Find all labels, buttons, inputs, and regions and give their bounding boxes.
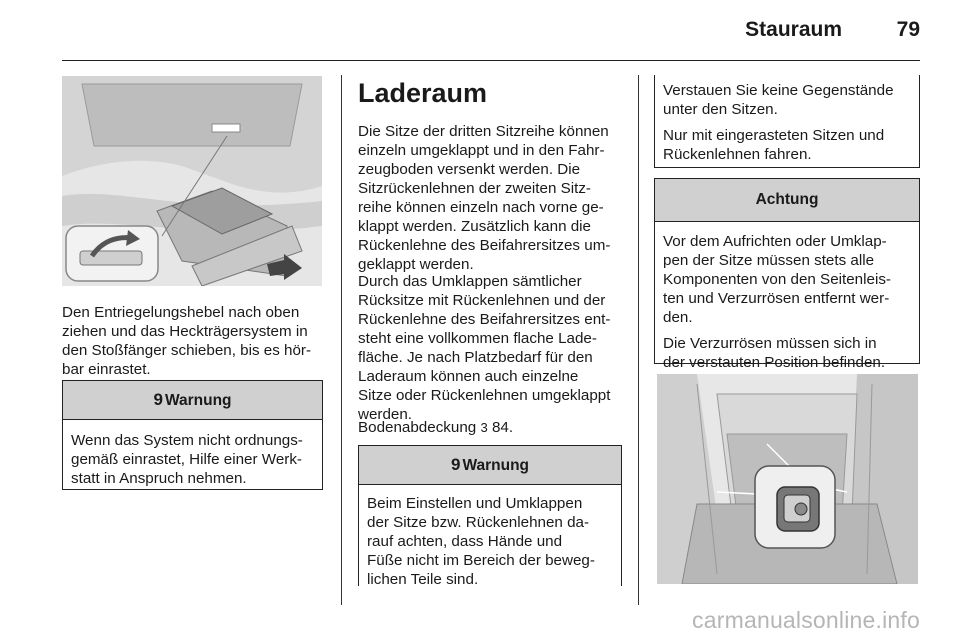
- text-line: fläche. Je nach Platzbedarf für den: [358, 349, 593, 366]
- text-line: Beim Einstellen und Umklappen: [367, 495, 583, 512]
- column-divider-right: [638, 75, 639, 605]
- text-line: Sitzrückenlehnen der zweiten Sitz-: [358, 180, 591, 197]
- warning-triangle-icon: 9: [153, 390, 163, 409]
- text-line: Rückenlehne des Beifahrersitzes ent-: [358, 311, 611, 328]
- body-paragraph-1: [358, 122, 628, 274]
- text-line: Durch das Umklappen sämtlicher: [358, 273, 582, 290]
- warning-box-middle: [358, 445, 622, 586]
- body-paragraph-2: [358, 272, 628, 424]
- text-line: Sitze oder Rückenlehnen umgeklappt: [358, 387, 611, 404]
- text-line: werden.: [358, 406, 413, 423]
- text-line: der Sitze bzw. Rückenlehnen da-: [367, 514, 590, 531]
- cross-reference[interactable]: [358, 418, 628, 437]
- text-line: den.: [663, 309, 693, 326]
- trunk-carrier-system-illustration: [62, 76, 322, 286]
- caution-box: [654, 178, 920, 371]
- text-line: Rücksitze mit Rückenlehnen und der: [358, 292, 606, 309]
- watermark: carmanualsonline.info: [692, 607, 920, 633]
- page-number: 79: [896, 18, 920, 41]
- text-line: Die Verzurrösen müssen sich in: [663, 335, 877, 352]
- text-line: Den Entriegelungshebel nach oben: [62, 304, 300, 321]
- reference-arrow-icon: 3: [480, 420, 488, 435]
- caution-header: Achtung: [655, 179, 919, 222]
- text-line: der verstauten Position befinden.: [663, 354, 886, 371]
- text-line: Nur mit eingerasteten Sitzen und: [663, 127, 885, 144]
- text-line: ten und Verzurrösen entfernt wer-: [663, 290, 890, 307]
- caution-body: [655, 222, 919, 372]
- text-line: rauf achten, dass Hände und: [367, 533, 563, 550]
- text-line: geklappt werden.: [358, 256, 474, 273]
- left-caption: [62, 303, 327, 379]
- text-line: Füße nicht im Bereich der beweg-: [367, 552, 595, 569]
- page-header-title: Stauraum: [745, 18, 842, 41]
- warning-header: [359, 446, 621, 485]
- trunk-carrier-figure: [62, 76, 322, 286]
- text-line: den Stoßfänger schieben, bis es hör-: [62, 342, 312, 359]
- warning-body: [655, 75, 919, 164]
- text-line: Laderaum können auch einzelne: [358, 368, 579, 385]
- cargo-tie-down-eye-illustration: [657, 374, 918, 584]
- text-line: einzeln umgeklappt und in den Fahr-: [358, 142, 605, 159]
- header-divider: [62, 60, 920, 61]
- text-line: unter den Sitzen.: [663, 101, 778, 118]
- text-line: Rückenlehnen fahren.: [663, 146, 812, 163]
- text-line: Die Sitze der dritten Sitzreihe können: [358, 123, 609, 140]
- section-title: Laderaum: [358, 78, 488, 108]
- text-line: gemäß einrastet, Hilfe einer Werk-: [71, 451, 302, 468]
- reference-page: 84.: [491, 419, 514, 436]
- warning-header: [63, 381, 322, 420]
- text-line: zeugboden versenkt werden. Die: [358, 161, 581, 178]
- warning-box-left: [62, 380, 323, 490]
- text-line: Vor dem Aufrichten oder Umklap-: [663, 233, 887, 250]
- text-line: ziehen und das Heckträgersystem in: [62, 323, 308, 340]
- warning-title: Warnung: [164, 392, 232, 409]
- text-line: Wenn das System nicht ordnungs-: [71, 432, 303, 449]
- tie-down-eye-figure: [657, 374, 918, 584]
- warning-title: Warnung: [462, 457, 530, 474]
- text-line: klappt werden. Zusätzlich kann die: [358, 218, 592, 235]
- text-line: steht eine vollkommen flache Lade-: [358, 330, 597, 347]
- text-line: Rückenlehne des Beifahrersitzes um-: [358, 237, 611, 254]
- text-line: bar einrastet.: [62, 361, 151, 378]
- column-divider-left: [341, 75, 342, 605]
- warning-body: [359, 485, 621, 589]
- warning-body: [63, 420, 322, 488]
- text-line: Verstauen Sie keine Gegenstände: [663, 82, 894, 99]
- text-line: pen der Sitze müssen stets alle: [663, 252, 875, 269]
- warning-triangle-icon: 9: [450, 455, 461, 474]
- reference-label: Bodenabdeckung: [358, 419, 477, 436]
- text-line: Komponenten von den Seitenleis-: [663, 271, 891, 288]
- text-line: lichen Teile sind.: [367, 571, 479, 588]
- text-line: statt in Anspruch nehmen.: [71, 470, 247, 487]
- warning-box-continued: [654, 75, 920, 168]
- text-line: reihe können einzeln nach vorne ge-: [358, 199, 604, 216]
